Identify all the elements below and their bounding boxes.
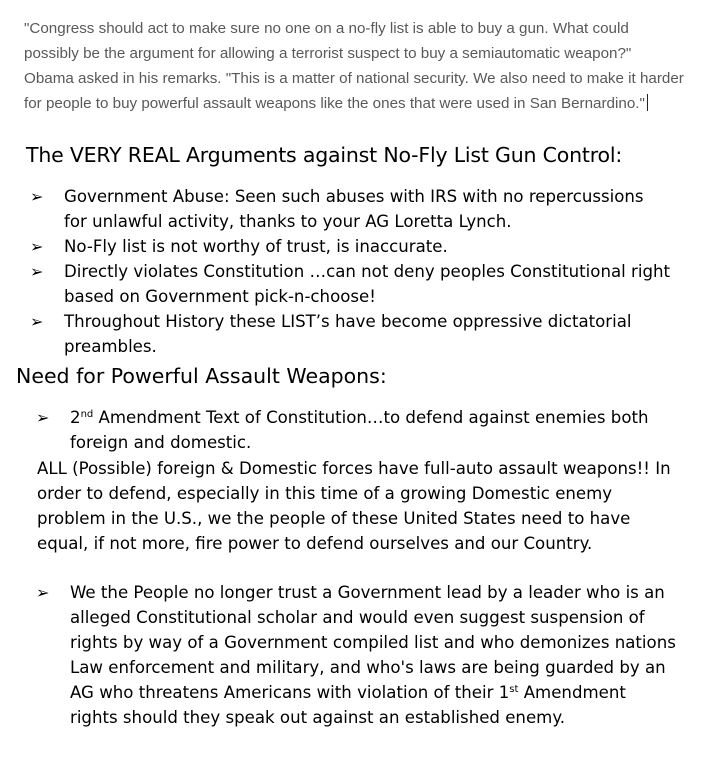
section1-heading: The VERY REAL Arguments against No-Fly List Gun Control:	[26, 143, 623, 167]
list-item: ➢ 2nd Amendment Text of Constitution…to defend against enemies both foreign and domestic.	[36, 405, 676, 455]
arrowhead-bullet-icon: ➢	[36, 408, 50, 427]
list-item: ➢ Throughout History these LIST’s have become oppressive dictatorial preambles.	[30, 309, 670, 359]
list-item: ➢ We the People no longer trust a Government lead by a leader who is an alleged Constitutional scholar and would even suggest suspension of rights by way of a Government compiled list and who demonizes nations Law enforcement and military, and who's laws are being guarded by an AG who threatens Americans with violation of their 1st Amendment rights should they speak out against an established enemy.	[36, 580, 676, 730]
amendment-list	[36, 405, 676, 455]
list-item: ➢ Directly violates Constitution …can not deny peoples Constitutional right based on Government pick-n-choose!	[30, 259, 670, 309]
arguments-list	[30, 184, 670, 359]
arrowhead-bullet-icon: ➢	[30, 312, 44, 331]
arrowhead-bullet-icon: ➢	[36, 583, 50, 602]
trust-list	[36, 580, 676, 730]
arrowhead-bullet-icon: ➢	[30, 187, 44, 206]
section2-heading: Need for Powerful Assault Weapons:	[16, 364, 387, 388]
obama-quote	[24, 16, 684, 116]
arrowhead-bullet-icon: ➢	[30, 237, 44, 256]
list-item: ➢ No-Fly list is not worthy of trust, is inaccurate.	[30, 234, 670, 259]
assault-weapons-paragraph: ALL (Possible) foreign & Domestic forces have full-auto assault weapons!! In order to defend, especially in this time of a growing Domestic enemy problem in the U.S., we the people of these United States need to have equal, if not more, fire power to defend ourselves and our Country.	[37, 459, 671, 553]
arrowhead-bullet-icon: ➢	[30, 262, 44, 281]
quote-text: "Congress should act to make sure no one on a no-fly list is able to buy a gun. What could possibly be the argument for allowing a terrorist suspect to buy a semiautomatic weapon?" Obama asked in his remarks. "This is a matter of national security. We also need to make it harder for people to buy powerful assault weapons like the ones that were used in San Bernardino."	[24, 20, 684, 112]
text-cursor	[647, 94, 648, 111]
list-item: ➢ Government Abuse: Seen such abuses with IRS with no repercussions for unlawful activity, thanks to your AG Loretta Lynch.	[30, 184, 670, 234]
